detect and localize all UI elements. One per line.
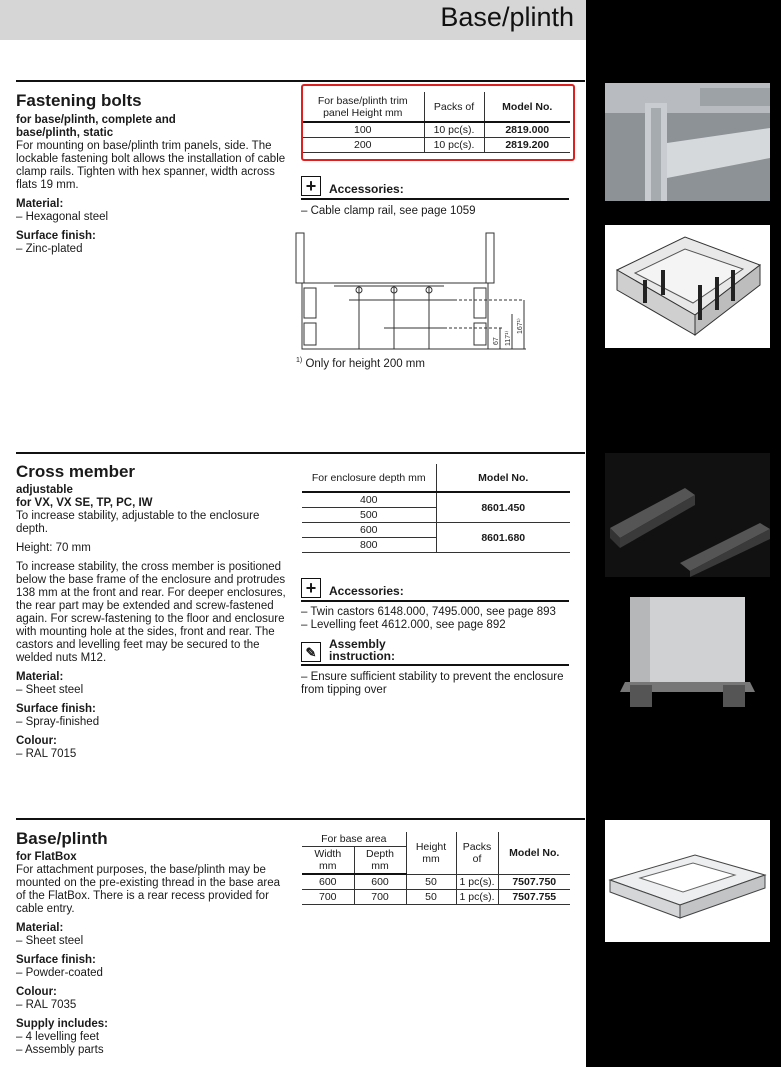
table-header: Model No. (436, 464, 570, 492)
table-header: Model No. (484, 92, 570, 122)
finish-label: Surface finish: (16, 703, 96, 715)
cross-text (16, 484, 286, 761)
table-cell: 10 pc(s). (424, 122, 484, 138)
finish-value: – Spray-finished (16, 716, 100, 728)
material-value: – Sheet steel (16, 935, 84, 947)
material-label: Material: (16, 922, 64, 934)
section-rule (16, 452, 585, 454)
fastening-title: Fastening bolts (16, 91, 142, 110)
accessories-list (301, 205, 571, 218)
table-cell: 8601.680 (436, 523, 570, 553)
table-cell: 1 pc(s). (456, 874, 498, 890)
flatbox-text (16, 851, 286, 1057)
table-cell: 50 (406, 874, 456, 890)
material-label: Material: (16, 198, 64, 210)
table-cell: 200 (302, 138, 424, 153)
accessories-list (301, 606, 571, 632)
table-header: Packs of (424, 92, 484, 122)
table-header: Packs of (456, 832, 498, 874)
finish-label: Surface finish: (16, 954, 96, 966)
table-cell: 100 (302, 122, 424, 138)
table-header: Width mm (302, 847, 354, 875)
accessories-heading (301, 578, 569, 602)
technical-drawing (294, 228, 534, 356)
list-item: – Ensure sufficient stability to prevent the enclosure from tipping over (301, 671, 564, 696)
fastening-subtitle: for base/plinth, complete and base/plinth, static (16, 114, 176, 139)
table-cell: 1 pc(s). (456, 890, 498, 905)
cross-title: Cross member (16, 462, 136, 481)
footnote-text: Only for height 200 mm (305, 357, 425, 370)
flatbox-description: For attachment purposes, the base/plinth may be mounted on the pre-existing thread in the base area of the FlatBox. There is a rear recess provided for cable entry. (16, 864, 281, 915)
assembly-list (301, 671, 571, 697)
flatbox-plinth-photo (605, 820, 770, 942)
finish-label: Surface finish: (16, 230, 96, 242)
table-cell: 50 (406, 890, 456, 905)
colour-label: Colour: (16, 735, 57, 747)
colour-label: Colour: (16, 986, 57, 998)
table-cell: 800 (302, 538, 436, 553)
dimension-label: 117¹⁾ (505, 330, 512, 346)
table-cell: 700 (302, 890, 354, 905)
cross-description: To increase stability, adjustable to the enclosure depth. (16, 510, 260, 535)
material-value: – Hexagonal steel (16, 211, 109, 223)
fastening-bolt-photo (605, 83, 770, 201)
accessories-label: Accessories: (329, 584, 404, 598)
list-item: – Levelling feet 4612.000, see page 892 (301, 619, 506, 631)
supply-label: Supply includes: (16, 1018, 109, 1030)
highlight-box (301, 84, 575, 161)
fastening-description: For mounting on base/plinth trim panels, side. The lockable fastening bolt allows the installation of cable clamp rails. Tighten with hex spanner, width across flats 19 mm. (16, 140, 286, 191)
table-cell: 500 (302, 508, 436, 523)
cross-member-photo (605, 453, 770, 577)
plus-icon: + (301, 176, 321, 196)
list-item: – Twin castors 6148.000, 7495.000, see page 893 (301, 606, 556, 618)
table-cell: 8601.450 (436, 492, 570, 523)
cross-height: Height: 70 mm (16, 542, 91, 554)
assembly-heading (301, 638, 569, 666)
screwdriver-icon: ✎ (301, 642, 321, 662)
footnote (296, 357, 425, 370)
table-header: For base/plinth trim panel Height mm (302, 92, 424, 122)
finish-value: – Powder-coated (16, 967, 103, 979)
table-cell: 400 (302, 492, 436, 508)
header-band (0, 0, 586, 40)
material-label: Material: (16, 671, 64, 683)
section-rule (16, 80, 585, 82)
flatbox-subtitle: for FlatBox (16, 851, 77, 863)
table-header: For enclosure depth mm (302, 464, 436, 492)
table-header: Model No. (498, 832, 570, 874)
dimension-label: 67 (493, 337, 500, 345)
colour-value: – RAL 7015 (16, 748, 77, 760)
supply-value: – Assembly parts (16, 1044, 104, 1056)
cross-description: To increase stability, the cross member is positioned below the base frame of the enclosure and protrudes 138 mm at the front and rear. For deeper enclosures, the rear part may be extended and screw-fastened again. For screw-fastening to the floor and enclosure with mounting hole at the sides, front and rear. The castors and levelling feet may be secured to the welded nuts M12. (16, 561, 286, 664)
section-rule (16, 818, 585, 820)
footnote-mark: 1) (296, 357, 303, 364)
table-cell: 7507.755 (498, 890, 570, 905)
table-cell: 10 pc(s). (424, 138, 484, 153)
colour-value: – RAL 7035 (16, 999, 77, 1011)
table-cell: 2819.000 (484, 122, 570, 138)
flatbox-title: Base/plinth (16, 829, 108, 848)
accessories-heading (301, 176, 569, 200)
table-cell: 700 (354, 890, 406, 905)
list-item: – Cable clamp rail, see page 1059 (301, 205, 476, 217)
accessories-label: Accessories: (329, 182, 404, 196)
dimension-label: 167¹⁾ (517, 318, 524, 334)
table-header: Depth mm (354, 847, 406, 875)
finish-value: – Zinc-plated (16, 243, 83, 255)
flatbox-table (302, 832, 570, 905)
table-cell: 7507.750 (498, 874, 570, 890)
fastening-text (16, 114, 286, 256)
enclosure-photo (605, 597, 770, 718)
page-title: Base/plinth (440, 2, 574, 32)
table-header: Height mm (406, 832, 456, 874)
cross-table (302, 464, 570, 553)
table-cell: 600 (302, 523, 436, 538)
supply-value: – 4 levelling feet (16, 1031, 100, 1043)
table-cell: 600 (354, 874, 406, 890)
cross-subtitle: adjustable (16, 484, 73, 496)
base-plinth-photo (605, 225, 770, 348)
material-value: – Sheet steel (16, 684, 84, 696)
plus-icon: + (301, 578, 321, 598)
table-header: For base area (302, 832, 406, 847)
cross-subtitle: for VX, VX SE, TP, PC, IW (16, 497, 153, 509)
table-cell: 2819.200 (484, 138, 570, 153)
assembly-label: Assembly instruction: (329, 637, 395, 663)
table-cell: 600 (302, 874, 354, 890)
